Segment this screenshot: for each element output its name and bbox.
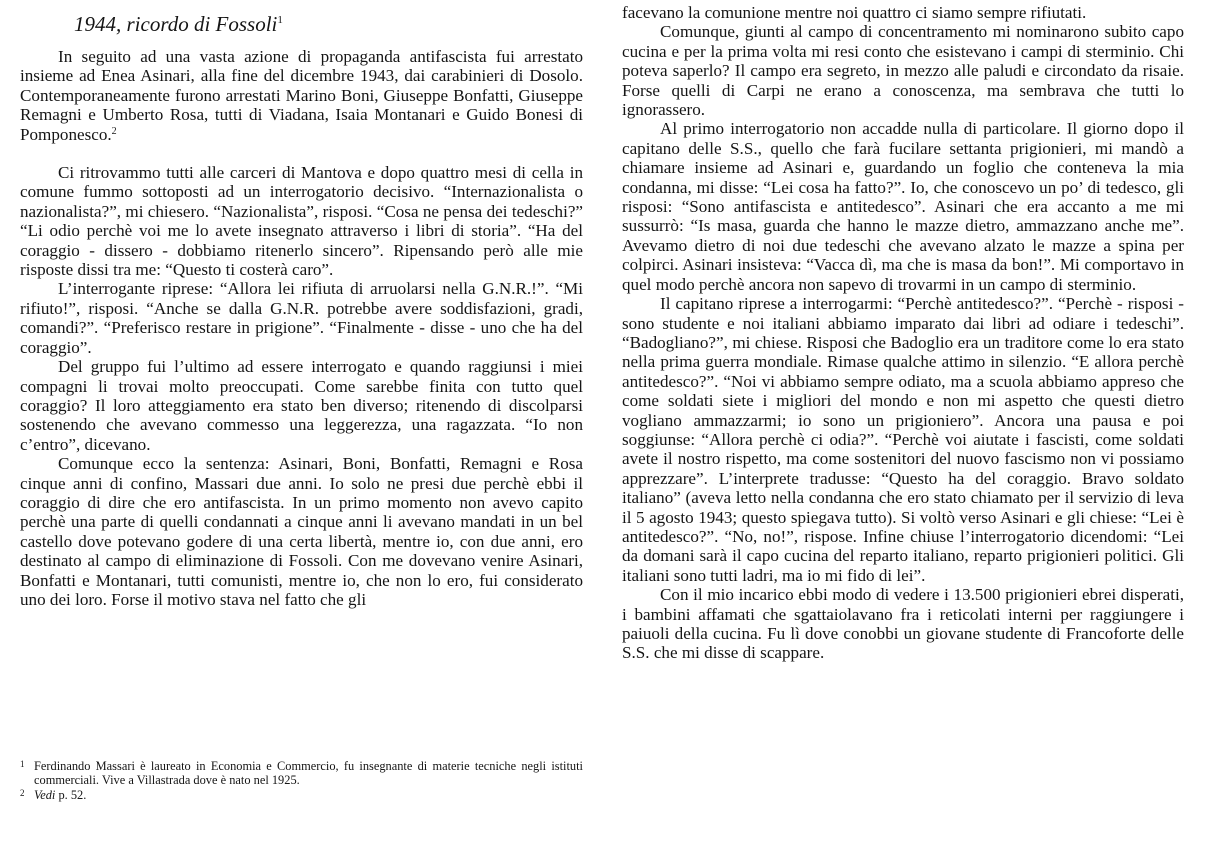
paragraph-interrogation: L’interrogante riprese: “Allora lei rifiuta di arruolarsi nella G.N.R.!”. “Mi rifiuto!”, risposi. “Anche se dalla G.N.R. potrebbe avere soddisfazioni, gradi, comandi?”. “Preferisco restare in prigione”. “Finalmente - disse - uno che ha del coraggio”. (20, 279, 583, 357)
footnote-mark-1: 1 (20, 759, 25, 769)
footnote-text-2: p. 52. (58, 788, 87, 803)
footnote-ref-1: 1 (277, 14, 283, 26)
footnote-mark-2: 2 (20, 788, 25, 799)
paragraph-mantova: Ci ritrovammo tutti alle carceri di Mantova e dopo quattro mesi di cella in comune fummo sottoposti ad un interrogatorio decisivo. “Internazionalista o nazionalista?”, mi chiesero. “Nazionalista”, risposi. “Cosa ne pensa dei tedeschi?” “Li odio perchè voi me lo avete insegnato attraverso i libri di storia”. “Ha del coraggio - dissero - dobbiamo ritenerlo sincero”. Ripensando però alle mie risposte dissi tra me: “Questo ti costerà caro”. (20, 163, 583, 280)
paragraph-camp: Comunque, giunti al campo di concentramento mi nominarono subito capo cucina e per la prima volta mi resi conto che esistevano i campi di sterminio. Chi poteva saperlo? Il campo era segreto, in mezzo alle paludi e circondato da risaie. Forse quelli di Carpi ne erano a conoscenza, ma sembrava che tutti lo ignorassero. (622, 22, 1184, 120)
paragraph-arrest: In seguito ad una vasta azione di propaganda antifascista fui arrestato insieme ad Enea Asinari, alla fine del dicembre 1943, dai carabinieri di Dosolo. Contemporaneamente furono arrestati Marino Boni, Giuseppe Bonfatti, Giuseppe Remagni e Umberto Rosa, tutti di Viadana, Isaia Montanari e Guido Bonesi di Pomponesco.$^2$ (20, 47, 583, 144)
paragraph-prisoners: Con il mio incarico ebbi modo di vedere i 13.500 prigionieri ebrei disperati, i bambini affamati che sgattaiolavano fra i reticolati interni per raggiungere i paiuoli della cucina. Fu lì dove conobbi un giovane studente di Francoforte delle S.S. che mi disse di scappare. (622, 585, 1184, 663)
footnotes (20, 758, 583, 803)
right-column (622, 0, 1184, 663)
paragraph-continuation: facevano la comunione mentre noi quattro ci siamo sempre rifiutati. (622, 3, 1087, 22)
footnote-text-1: Ferdinando Massari è laureato in Economia e Commercio, fu insegnante di materie tecniche negli istituti commerciali. Vive a Villastrada dove è nato nel 1925. (34, 759, 583, 787)
page-title (74, 7, 583, 37)
paragraph-group: Del gruppo fui l’ultimo ad essere interrogato e quando raggiunsi i miei compagni li trovai molto preoccupati. Come sarebbe finita con tutto quel coraggio? Il loro atteggiamento era stato ben diverso; ritenendo di discolparsi sostenendo che avevano commesso una leggerezza, una ragazzata. “Io non c’entro”, dicevano. (20, 357, 583, 454)
paragraph-captain: Il capitano riprese a interrogarmi: “Perchè antitedesco?”. “Perchè - risposi - sono studente e noi italiani abbiamo imparato dai libri ad odiare i tedeschi”. “Badogliano?”, mi chiese. Risposi che Badoglio era un traditore come lo era stato nella prima guerra mondiale. Rimase qualche attimo in silenzio. “E allora perchè antitedesco?”. “Noi vi abbiamo sempre odiato, ma a scuola abbiamo appreso che come soldati siete i migliori del mondo e non mi aspetto che questi dietro vogliano ammazzarmi; io sono un prigioniero”. Ancora una pausa e poi soggiunse: “Allora perchè ci odia?”. “Perchè voi aiutate i fascisti, come soldati avete il nostro rispetto, ma come sostenitori del nuovo fascismo non vi possiamo apprezzare”. L’interprete tradusse: “Questo ha del coraggio. Bravo soldato italiano” (aveva letto nella condanna che ero stato chiamato per il servizio di leva il 5 agosto 1943; questo spiegava tutto). Si voltò verso Asinari e gli chiese: “Lei è antitedesco?”. “No, no!”, rispose. Infine chiuse l’interrogatorio dicendomi: “Lei da domani sarà il capo cucina del reparto italiano, reparto prigionieri politici. Gli italiani sono tutti ladri, ma io mi fido di lei”. (622, 294, 1184, 585)
title-text: 1944, ricordo di Fossoli (74, 12, 278, 36)
paragraph-first-interrogation: Al primo interrogatorio non accadde nulla di particolare. Il giorno dopo il capitano delle S.S., quello che farà fucilare settanta prigionieri, mi mandò a chiamare insieme ad Asinari e, guardando un foglio che conteneva la mia condanna, mi disse: “Lei cosa ha fatto?”. Io, che conoscevo un po’ di tedesco, gli risposi: “Sono antifascista e antitedesco”. Asinari che era accanto a me mi sussurrò: “Is masa, guarda che hanno le mazze dietro, ammazzano anche me”. Avevamo dietro di noi due tedeschi che avevano alzato le mazze a spina per colpirci. Asinari insisteva: “Vacca dì, ma che is masa da bon!”. Mi comportavo in quel modo perchè ancora non sapevo di trovarmi in un campo di sterminio. (622, 119, 1184, 294)
footnote-ref-word: Vedi (34, 788, 56, 803)
footnote-1 (20, 758, 583, 787)
paragraph-sentence: Comunque ecco la sentenza: Asinari, Boni, Bonfatti, Remagni e Rosa cinque anni di confino, Massari due anni. Io solo ne presi due perchè ebbi il coraggio di dire che ero antifascista. In un primo momento non avevo capito perchè una parte di quelli condannati a cinque anni li avevano mandati in un bel castello dove potevano godere di una certa libertà, mentre io, con due anni, ero destinato al campo di eliminazione di Fossoli. Con me dovevano venire Asinari, Bonfatti e Montanari, tutti comunisti, mentre io, che non lo ero, fui considerato uno dei loro. Forse il motivo stava nel fatto che gli (20, 454, 583, 609)
left-column (20, 0, 583, 609)
footnote-ref-2: 2 (111, 125, 117, 137)
footnote-2 (20, 787, 583, 803)
